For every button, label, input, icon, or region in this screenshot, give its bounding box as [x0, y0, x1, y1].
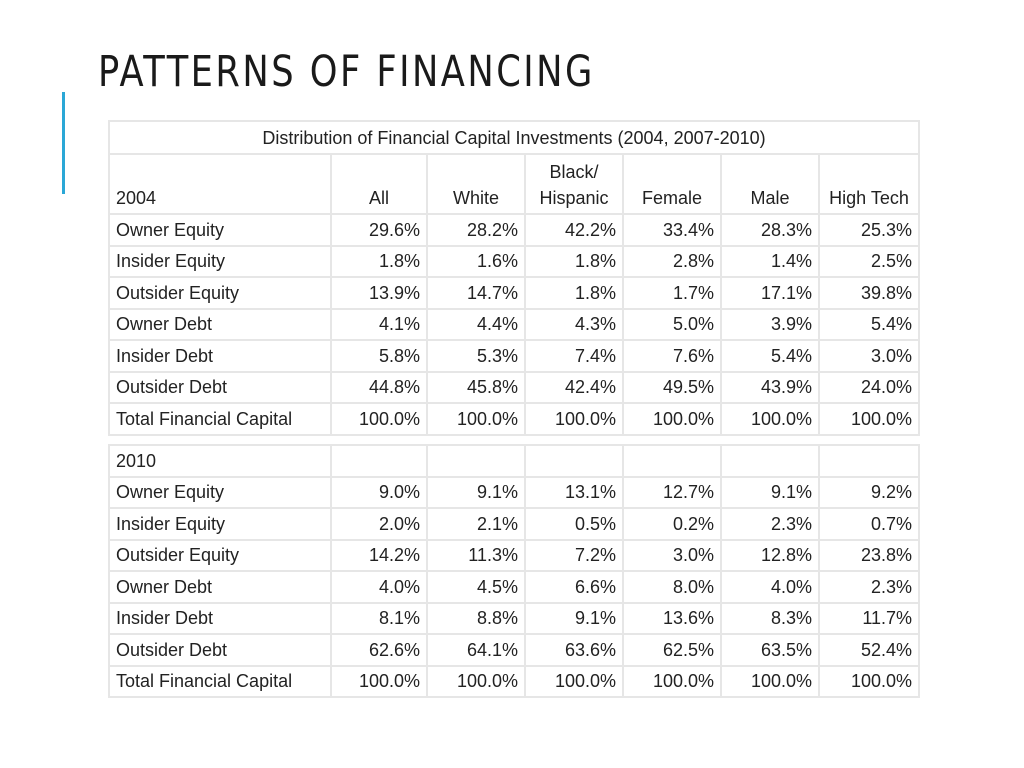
cell-white: 100.0% [427, 403, 525, 435]
table-row [109, 309, 919, 341]
cell-white: 5.3% [427, 340, 525, 372]
cell-white: 4.5% [427, 571, 525, 603]
cell-black-hispanic: 42.2% [525, 214, 623, 246]
row-label: Outsider Debt [109, 372, 331, 404]
cell-all: 62.6% [331, 634, 427, 666]
cell-all: 44.8% [331, 372, 427, 404]
row-label: Outsider Equity [109, 277, 331, 309]
cell-black-hispanic: 7.2% [525, 540, 623, 572]
cell-high-tech: 3.0% [819, 340, 919, 372]
row-label: Total Financial Capital [109, 666, 331, 698]
cell-female: 100.0% [623, 403, 721, 435]
cell-all: 1.8% [331, 246, 427, 278]
cell-high-tech: 9.2% [819, 477, 919, 509]
empty-cell [525, 445, 623, 477]
cell-female: 3.0% [623, 540, 721, 572]
cell-female: 49.5% [623, 372, 721, 404]
cell-black-hispanic: 4.3% [525, 309, 623, 341]
cell-black-hispanic: 6.6% [525, 571, 623, 603]
empty-cell [721, 445, 819, 477]
table-row [109, 540, 919, 572]
cell-female: 33.4% [623, 214, 721, 246]
cell-high-tech: 100.0% [819, 403, 919, 435]
section-year-row [109, 445, 919, 477]
empty-cell [819, 445, 919, 477]
table-row [109, 477, 919, 509]
table-header-row [109, 154, 919, 214]
cell-all: 2.0% [331, 508, 427, 540]
cell-white: 11.3% [427, 540, 525, 572]
cell-male: 4.0% [721, 571, 819, 603]
cell-high-tech: 2.3% [819, 571, 919, 603]
financing-table-container [108, 120, 918, 698]
cell-male: 100.0% [721, 666, 819, 698]
cell-high-tech: 100.0% [819, 666, 919, 698]
cell-female: 1.7% [623, 277, 721, 309]
column-header-white: White [427, 154, 525, 214]
cell-male: 5.4% [721, 340, 819, 372]
section-gap [109, 435, 919, 445]
cell-high-tech: 2.5% [819, 246, 919, 278]
cell-female: 0.2% [623, 508, 721, 540]
cell-female: 62.5% [623, 634, 721, 666]
row-label: Outsider Equity [109, 540, 331, 572]
cell-male: 100.0% [721, 403, 819, 435]
row-label: Insider Equity [109, 508, 331, 540]
financing-table [108, 120, 920, 698]
empty-cell [623, 445, 721, 477]
row-label: Insider Debt [109, 340, 331, 372]
cell-male: 2.3% [721, 508, 819, 540]
cell-black-hispanic: 13.1% [525, 477, 623, 509]
cell-high-tech: 11.7% [819, 603, 919, 635]
cell-black-hispanic: 1.8% [525, 246, 623, 278]
table-caption: Distribution of Financial Capital Investments (2004, 2007-2010) [109, 121, 919, 154]
table-row [109, 246, 919, 278]
column-header-all: All [331, 154, 427, 214]
section-year-2004: 2004 [109, 154, 331, 214]
empty-cell [331, 445, 427, 477]
column-header-male: Male [721, 154, 819, 214]
table-row [109, 372, 919, 404]
cell-black-hispanic: 0.5% [525, 508, 623, 540]
cell-high-tech: 0.7% [819, 508, 919, 540]
cell-all: 13.9% [331, 277, 427, 309]
cell-high-tech: 25.3% [819, 214, 919, 246]
column-header-black-hispanic-line1: Black/ [549, 162, 599, 182]
cell-female: 2.8% [623, 246, 721, 278]
cell-male: 8.3% [721, 603, 819, 635]
cell-white: 28.2% [427, 214, 525, 246]
table-row [109, 508, 919, 540]
cell-female: 100.0% [623, 666, 721, 698]
cell-male: 3.9% [721, 309, 819, 341]
column-header-black-hispanic-line2: Hispanic [539, 188, 609, 208]
cell-black-hispanic: 100.0% [525, 666, 623, 698]
cell-male: 28.3% [721, 214, 819, 246]
cell-white: 14.7% [427, 277, 525, 309]
section-gap-cell [109, 435, 919, 445]
table-row [109, 666, 919, 698]
cell-male: 17.1% [721, 277, 819, 309]
table-row [109, 214, 919, 246]
cell-white: 100.0% [427, 666, 525, 698]
cell-black-hispanic: 63.6% [525, 634, 623, 666]
table-row [109, 340, 919, 372]
cell-all: 100.0% [331, 403, 427, 435]
cell-female: 12.7% [623, 477, 721, 509]
table-row [109, 634, 919, 666]
cell-male: 9.1% [721, 477, 819, 509]
cell-female: 8.0% [623, 571, 721, 603]
cell-high-tech: 52.4% [819, 634, 919, 666]
cell-white: 8.8% [427, 603, 525, 635]
cell-male: 43.9% [721, 372, 819, 404]
cell-white: 1.6% [427, 246, 525, 278]
cell-black-hispanic: 42.4% [525, 372, 623, 404]
row-label: Total Financial Capital [109, 403, 331, 435]
cell-all: 8.1% [331, 603, 427, 635]
cell-all: 5.8% [331, 340, 427, 372]
cell-all: 14.2% [331, 540, 427, 572]
cell-all: 29.6% [331, 214, 427, 246]
accent-bar [62, 92, 65, 194]
row-label: Outsider Debt [109, 634, 331, 666]
cell-white: 2.1% [427, 508, 525, 540]
row-label: Owner Debt [109, 309, 331, 341]
cell-male: 12.8% [721, 540, 819, 572]
table-row [109, 603, 919, 635]
cell-black-hispanic: 100.0% [525, 403, 623, 435]
cell-high-tech: 24.0% [819, 372, 919, 404]
cell-all: 4.1% [331, 309, 427, 341]
cell-male: 63.5% [721, 634, 819, 666]
cell-female: 7.6% [623, 340, 721, 372]
cell-high-tech: 39.8% [819, 277, 919, 309]
row-label: Owner Debt [109, 571, 331, 603]
cell-high-tech: 23.8% [819, 540, 919, 572]
cell-all: 4.0% [331, 571, 427, 603]
cell-black-hispanic: 9.1% [525, 603, 623, 635]
table-row [109, 571, 919, 603]
cell-white: 64.1% [427, 634, 525, 666]
cell-white: 9.1% [427, 477, 525, 509]
column-header-black-hispanic [525, 154, 623, 214]
row-label: Insider Equity [109, 246, 331, 278]
row-label: Owner Equity [109, 477, 331, 509]
cell-black-hispanic: 1.8% [525, 277, 623, 309]
cell-black-hispanic: 7.4% [525, 340, 623, 372]
cell-female: 13.6% [623, 603, 721, 635]
row-label: Owner Equity [109, 214, 331, 246]
section-year-2010: 2010 [109, 445, 331, 477]
cell-white: 45.8% [427, 372, 525, 404]
column-header-high-tech: High Tech [819, 154, 919, 214]
column-header-female: Female [623, 154, 721, 214]
table-row [109, 403, 919, 435]
cell-high-tech: 5.4% [819, 309, 919, 341]
slide-title: PATTERNS OF FINANCING [98, 47, 595, 97]
cell-white: 4.4% [427, 309, 525, 341]
cell-male: 1.4% [721, 246, 819, 278]
row-label: Insider Debt [109, 603, 331, 635]
empty-cell [427, 445, 525, 477]
cell-all: 9.0% [331, 477, 427, 509]
cell-female: 5.0% [623, 309, 721, 341]
table-row [109, 277, 919, 309]
cell-all: 100.0% [331, 666, 427, 698]
